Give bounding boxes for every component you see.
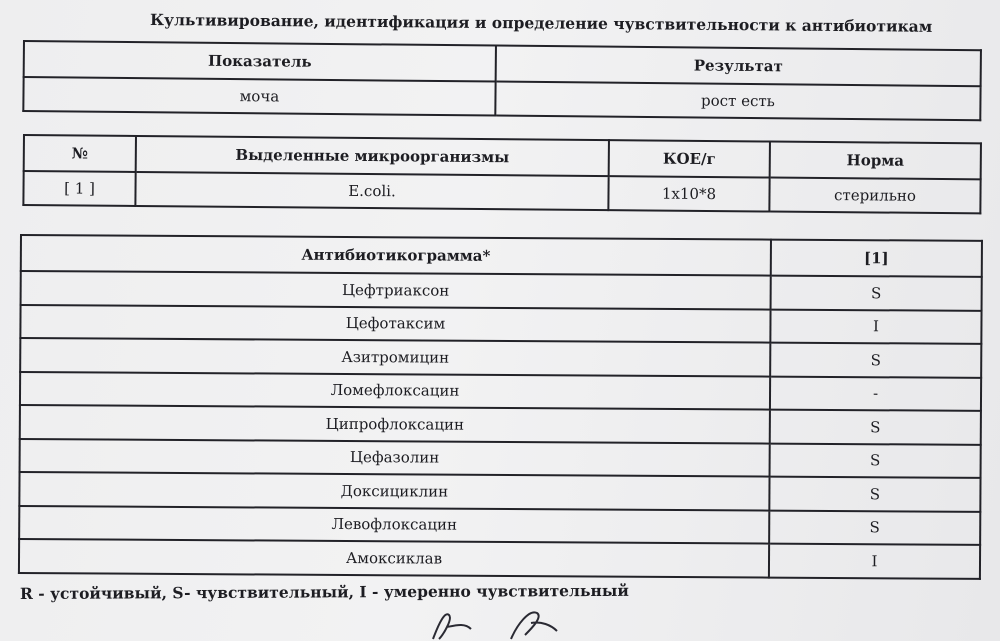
antibiotic-name: Амоксиклав bbox=[19, 539, 769, 577]
antibiotic-name: Доксициклин bbox=[19, 472, 769, 510]
header-cfu: КОЕ/г bbox=[609, 140, 770, 177]
header-antibiogram: Антибиотикограмма* bbox=[21, 235, 771, 276]
signature bbox=[425, 605, 565, 641]
document-title: Культивирование, идентификация и определение чувствительности к антибиотикам bbox=[149, 10, 933, 36]
antibiotic-name: Ципрофлоксацин bbox=[20, 405, 770, 443]
header-result: Результат bbox=[496, 46, 981, 87]
antibiotic-name: Цефотаксим bbox=[20, 305, 770, 343]
antibiotic-name: Цефазолин bbox=[20, 439, 770, 477]
sample-result: рост есть bbox=[495, 82, 980, 121]
sample-type: моча bbox=[23, 77, 495, 116]
organism-name: E.coli. bbox=[135, 172, 608, 210]
header-indicator: Показатель bbox=[24, 41, 496, 82]
antibiotic-result: S bbox=[770, 410, 981, 445]
header-number: № bbox=[24, 135, 136, 172]
antibiotic-name: Азитромицин bbox=[20, 338, 770, 376]
header-organisms: Выделенные микроорганизмы bbox=[136, 136, 609, 176]
organism-number: [ 1 ] bbox=[23, 171, 135, 206]
table-row bbox=[19, 539, 980, 578]
antibiotic-name: Левофлоксацин bbox=[19, 506, 769, 544]
antibiotic-result: I bbox=[769, 544, 980, 579]
antibiotic-result: S bbox=[770, 443, 981, 478]
antibiotic-name: Ломефлоксацин bbox=[20, 372, 770, 410]
sample-table bbox=[22, 40, 982, 121]
organism-norm: стерильно bbox=[769, 178, 980, 214]
antibiotic-name: Цефтриаксон bbox=[21, 271, 771, 309]
legend-note: R - устойчивый, S- чувствительный, I - умеренно чувствительный bbox=[19, 580, 629, 603]
organism-table bbox=[22, 134, 982, 214]
antibiotic-result: - bbox=[770, 376, 981, 411]
antibiotic-result: S bbox=[770, 343, 981, 378]
antibiogram-table bbox=[18, 234, 983, 579]
antibiotic-result: S bbox=[769, 510, 980, 545]
organism-cfu: 1x10*8 bbox=[608, 176, 769, 211]
antibiotic-result: S bbox=[769, 477, 980, 512]
header-isolate: [1] bbox=[771, 240, 982, 277]
table-row bbox=[23, 171, 980, 213]
antibiotic-result: I bbox=[770, 309, 981, 344]
header-norm: Норма bbox=[770, 142, 981, 180]
antibiotic-result: S bbox=[771, 276, 982, 311]
